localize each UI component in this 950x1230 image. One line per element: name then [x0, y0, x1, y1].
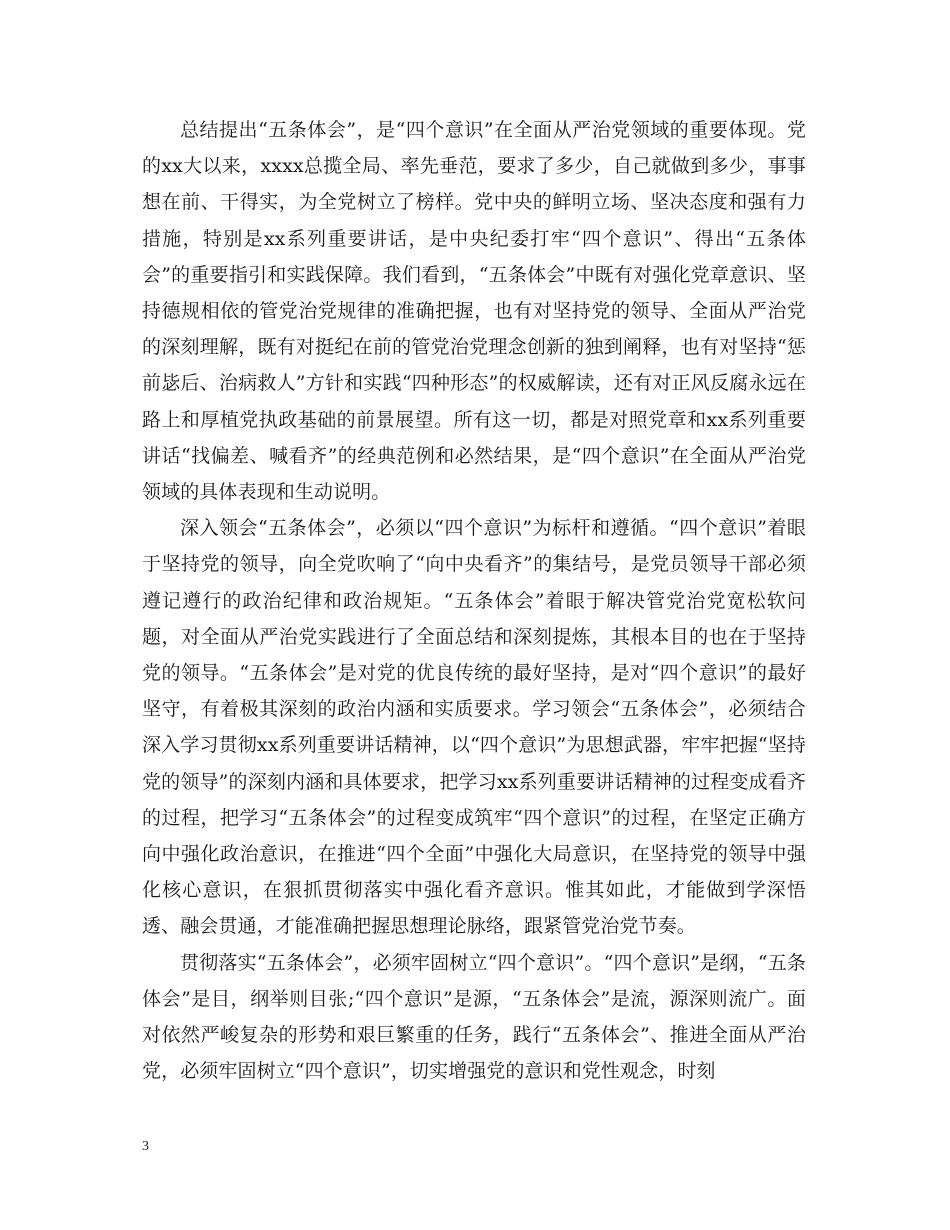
- paragraph-3: 贯彻落实“五条体会”，必须牢固树立“四个意识”。“四个意识”是纲，“五条体会”是目，纲举则目张;“四个意识”是源，“五条体会”是流，源深则流广。面对依然严峻复杂的形势和艰巨繁重的任务，践行“五条体会”、推进全面从严治党，必须牢固树立“四个意识”，切实增强党的意识和党性观念，时刻: [142, 951, 806, 1083]
- paragraph-2: 深入领会“五条体会”，必须以“四个意识”为标杆和遵循。“四个意识”着眼于坚持党的领导，向全党吹响了“向中央看齐”的集结号，是党员领导干部必须遵记遵行的政治纪律和政治规矩。“五条体会”着眼于解决管党治党宽松软问题，对全面从严治党实践进行了全面总结和深刻提炼，其根本目的也在于坚持党的领导。“五条体会”是对党的优良传统的最好坚持，是对“四个意识”的最好坚守，有着极其深刻的政治内涵和实质要求。学习领会“五条体会”，必须结合深入学习贯彻xx系列重要讲话精神，以“四个意识”为思想武器，牢牢把握“坚持党的领导”的深刻内涵和具体要求，把学习xx系列重要讲话精神的过程变成看齐的过程，把学习“五条体会”的过程变成筑牢“四个意识”的过程，在坚定正确方向中强化政治意识，在推进“四个全面”中强化大局意识，在坚持党的领导中强化核心意识，在狠抓贯彻落实中强化看齐意识。惟其如此，才能做到学深悟透、融会贯通，才能准确把握思想理论脉络，跟紧管党治党节奏。: [142, 517, 806, 938]
- paragraph-1: 总结提出“五条体会”，是“四个意识”在全面从严治党领域的重要体现。党的xx大以来，xxxx总揽全局、率先垂范，要求了多少，自己就做到多少，事事想在前、干得实，为全党树立了榜样。党中央的鲜明立场、坚决态度和强有力措施，特别是xx系列重要讲话，是中央纪委打牢“四个意识”、得出“五条体会”的重要指引和实践保障。我们看到，“五条体会”中既有对强化党章意识、坚持德规相依的管党治党规律的准确把握，也有对坚持党的领导、全面从严治党的深刻理解，既有对挺纪在前的管党治党理念创新的独到阐释，也有对坚持“惩前毖后、治病救人”方针和实践“四种形态”的权威解读，还有对正风反腐永远在路上和厚植党执政基础的前景展望。所有这一切，都是对照党章和xx系列重要讲话“找偏差、喊看齐”的经典范例和必然结果，是“四个意识”在全面从严治党领域的具体表现和生动说明。: [142, 119, 806, 504]
- page-number: 3: [142, 1139, 149, 1154]
- body-text: [142, 112, 806, 1089]
